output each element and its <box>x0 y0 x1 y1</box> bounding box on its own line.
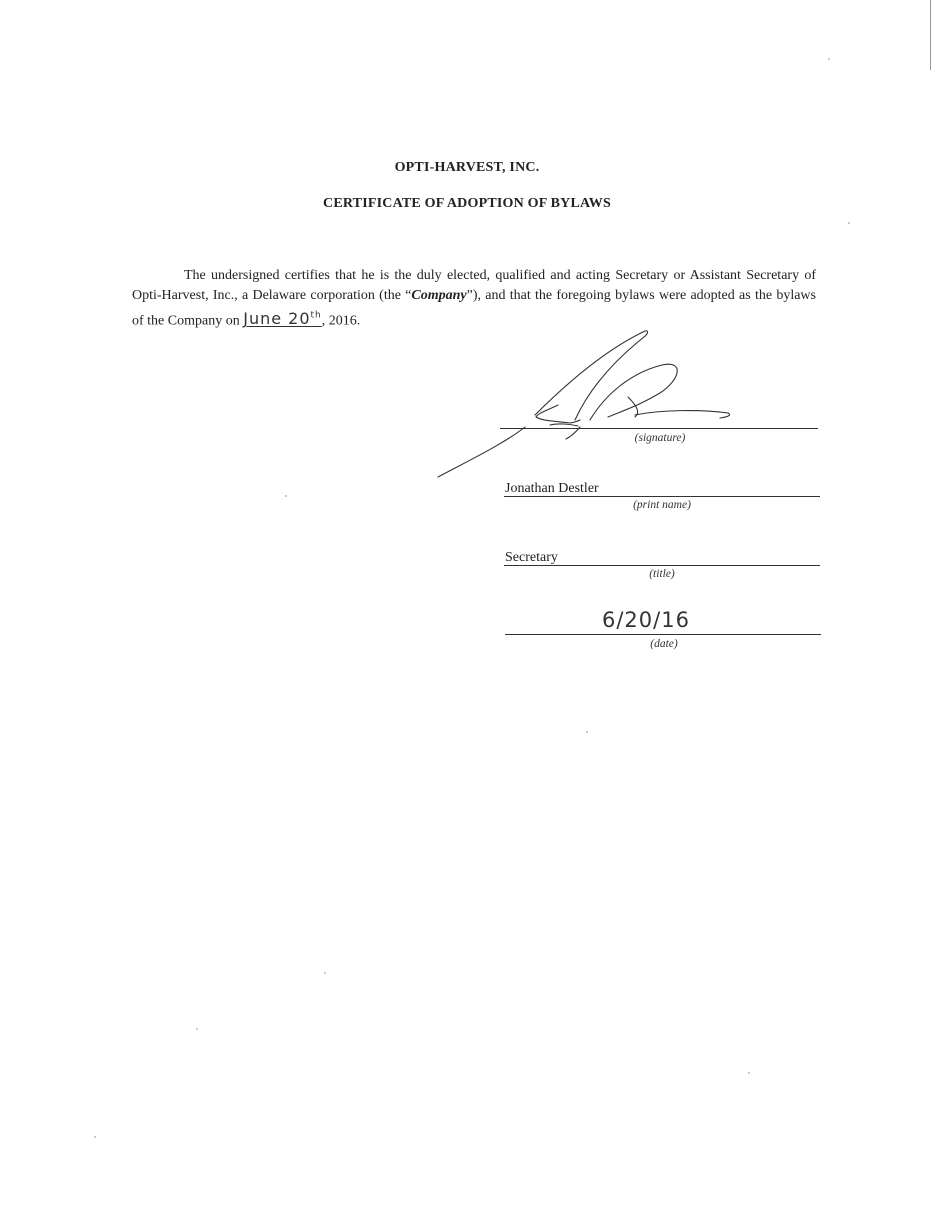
scan-edge-line <box>930 0 931 70</box>
date-line <box>505 634 821 635</box>
body-text-part1: The undersigned certifies that he is the duly elected, qualified and acting Secretary or Assistant Secretary of Opti-Harvest, Inc., a Delaware corporation (the “ <box>132 268 816 303</box>
document-title: CERTIFICATE OF ADOPTION OF BYLAWS <box>323 196 611 211</box>
certification-paragraph <box>132 266 816 331</box>
scan-speck <box>94 1136 96 1138</box>
scan-speck <box>848 222 850 224</box>
signature-line <box>500 428 818 429</box>
adoption-year: , 2016. <box>321 313 361 329</box>
signature-caption: (signature) <box>634 432 686 444</box>
date-caption: (date) <box>650 638 678 650</box>
body-text-part2: ”), and that the foregoing bylaws were adopted as the bylaws of the Company on <box>132 288 816 329</box>
scan-speck <box>748 1072 750 1074</box>
company-defined-term: Company <box>411 288 467 303</box>
title-line <box>504 565 820 566</box>
scan-speck <box>285 495 287 497</box>
scan-speck <box>324 972 326 974</box>
title-caption: (title) <box>649 568 675 580</box>
scan-speck <box>828 58 830 60</box>
handwritten-date-text: June 20 <box>243 309 311 329</box>
print-name-value: Jonathan Destler <box>505 481 599 496</box>
scan-speck <box>586 731 588 733</box>
scan-speck <box>196 1028 198 1030</box>
print-name-caption: (print name) <box>633 499 691 511</box>
handwritten-signing-date: 6/20/16 <box>602 608 690 632</box>
handwritten-adoption-date <box>243 309 322 328</box>
signature-graphic <box>430 325 740 485</box>
title-value: Secretary <box>505 550 558 565</box>
handwritten-date-suffix: th <box>310 311 322 321</box>
company-name: OPTI-HARVEST, INC. <box>394 160 540 175</box>
print-name-line <box>504 496 820 497</box>
